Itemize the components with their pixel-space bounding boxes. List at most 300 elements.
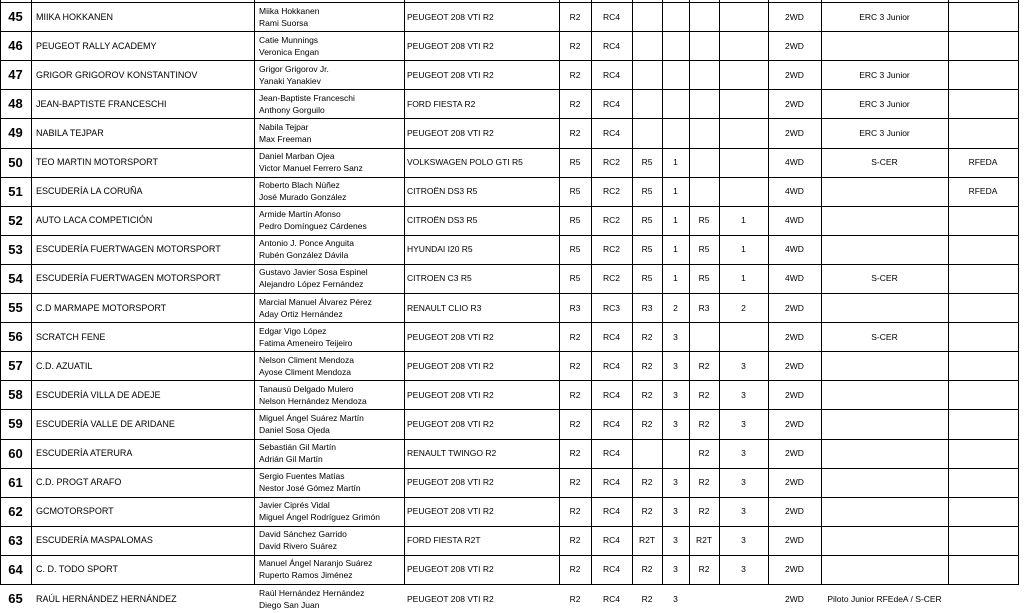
crew-names	[254, 148, 404, 177]
championship: ERC 3 Junior	[859, 98, 910, 109]
entrant-name: ESCUDERÍA FUERTWAGEN MOTORSPORT	[36, 244, 221, 255]
class-3: 3	[741, 389, 746, 400]
federation	[948, 2, 1018, 31]
car-model: PEUGEOT 208 VTI R2	[407, 506, 494, 517]
class-2: 1	[673, 215, 678, 226]
crew-names	[254, 177, 404, 206]
federation	[948, 206, 1018, 235]
driver-name: Tanausú Delgado Mulero	[259, 383, 354, 394]
drive-type: 4WD	[785, 215, 804, 226]
entry-number: 65	[8, 591, 23, 607]
group-3: R2	[698, 506, 710, 517]
entry-number: 55	[8, 300, 23, 316]
class-3: 1	[741, 244, 746, 255]
group-2: R2	[641, 389, 653, 400]
championship	[821, 206, 948, 235]
group-2: R2	[641, 331, 653, 342]
entrant-name: C.D. AZUATIL	[36, 360, 93, 371]
crew-names	[254, 409, 404, 438]
entry-number: 57	[8, 358, 23, 374]
fia-class: RC4	[602, 389, 620, 400]
championship	[821, 439, 948, 468]
fia-group: R2	[569, 331, 581, 342]
class-3	[719, 148, 768, 177]
class-2: 1	[673, 273, 678, 284]
codriver-name: Pedro Domínguez Cárdenes	[259, 221, 367, 232]
crew-names	[254, 264, 404, 293]
entrant-name: PEUGEOT RALLY ACADEMY	[36, 40, 157, 51]
drive-type: 2WD	[785, 302, 804, 313]
championship	[821, 497, 948, 526]
crew-names	[254, 468, 404, 497]
fia-group: R2	[569, 360, 581, 371]
fia-class: RC2	[602, 157, 620, 168]
class-3	[719, 31, 768, 60]
fia-group: R5	[569, 186, 581, 197]
fia-group: R2	[569, 448, 581, 459]
fia-group: R2	[569, 40, 581, 51]
entrant-name: C. D. TODO SPORT	[36, 564, 119, 575]
fia-class: RC4	[602, 98, 620, 109]
class-3: 3	[741, 448, 746, 459]
drive-type: 4WD	[785, 157, 804, 168]
group-2: R2	[641, 564, 653, 575]
driver-name: Grigor Grigorov Jr.	[259, 63, 329, 74]
crew-names	[254, 439, 404, 468]
class-2: 3	[673, 418, 678, 429]
driver-name: Nelson Climent Mendoza	[259, 354, 354, 365]
group-2	[632, 60, 662, 89]
driver-name: David Sánchez Garrido	[259, 529, 347, 540]
codriver-name: Ruperto Ramos Jiménez	[259, 570, 353, 581]
drive-type: 2WD	[785, 11, 804, 22]
fia-class: RC4	[602, 477, 620, 488]
table-row	[0, 555, 1024, 584]
drive-type: 4WD	[785, 273, 804, 284]
championship: ERC 3 Junior	[859, 127, 910, 138]
class-2: 3	[673, 389, 678, 400]
fia-group: R2	[569, 418, 581, 429]
car-model: PEUGEOT 208 VTI R2	[407, 69, 494, 80]
class-3: 2	[741, 302, 746, 313]
fia-group: R2	[569, 98, 581, 109]
entry-number: 51	[8, 183, 23, 199]
class-3: 3	[741, 360, 746, 371]
entry-number: 63	[8, 532, 23, 548]
car-model: PEUGEOT 208 VTI R2	[407, 40, 494, 51]
codriver-name: Nelson Hernández Mendoza	[259, 395, 367, 406]
table-row	[0, 2, 1024, 31]
group-2: R5	[641, 186, 653, 197]
class-3: 1	[741, 215, 746, 226]
fia-class: RC4	[602, 564, 620, 575]
table-row	[0, 380, 1024, 409]
driver-name: Miguel Ángel Suárez Martín	[259, 412, 364, 423]
championship	[821, 351, 948, 380]
fia-class: RC3	[602, 302, 620, 313]
group-2: R5	[641, 157, 653, 168]
car-model: PEUGEOT 208 VTI R2	[407, 331, 494, 342]
federation	[948, 555, 1018, 584]
federation	[948, 264, 1018, 293]
championship: Piloto Junior RFEdeA / S-CER	[827, 593, 942, 604]
entrant-name: ESCUDERÍA MASPALOMAS	[36, 535, 153, 546]
group-3	[689, 31, 719, 60]
car-model: PEUGEOT 208 VTI R2	[407, 477, 494, 488]
driver-name: Javier Ciprés Vidal	[259, 500, 330, 511]
table-row	[0, 89, 1024, 118]
group-2: R2	[641, 593, 653, 604]
table-row	[0, 206, 1024, 235]
driver-name: Marcial Manuel Álvarez Pérez	[259, 296, 372, 307]
drive-type: 2WD	[785, 331, 804, 342]
class-3	[719, 89, 768, 118]
entry-number: 47	[8, 67, 23, 83]
federation	[948, 89, 1018, 118]
class-2	[662, 439, 689, 468]
driver-name: Gustavo Javier Sosa Espinel	[259, 267, 368, 278]
drive-type: 2WD	[785, 127, 804, 138]
crew-names	[254, 380, 404, 409]
federation	[948, 60, 1018, 89]
entry-number: 48	[8, 96, 23, 112]
table-row	[0, 293, 1024, 322]
class-3: 3	[741, 564, 746, 575]
drive-type: 2WD	[785, 69, 804, 80]
championship: ERC 3 Junior	[859, 69, 910, 80]
car-model: CITROEN C3 R5	[407, 273, 472, 284]
drive-type: 2WD	[785, 360, 804, 371]
federation	[948, 439, 1018, 468]
class-3: 3	[741, 477, 746, 488]
fia-group: R2	[569, 127, 581, 138]
fia-class: RC2	[602, 244, 620, 255]
crew-names	[254, 526, 404, 555]
codriver-name: Ayose Climent Mendoza	[259, 366, 351, 377]
group-3: R2	[698, 477, 710, 488]
championship	[821, 468, 948, 497]
entry-number: 64	[8, 561, 23, 577]
car-model: RENAULT TWINGO R2	[407, 448, 497, 459]
drive-type: 2WD	[785, 389, 804, 400]
championship: ERC 3 Junior	[859, 11, 910, 22]
entry-number: 58	[8, 387, 23, 403]
class-3	[719, 60, 768, 89]
group-2	[632, 118, 662, 147]
class-2: 2	[673, 302, 678, 313]
class-3	[719, 322, 768, 351]
car-model: PEUGEOT 208 VTI R2	[407, 127, 494, 138]
class-2	[662, 31, 689, 60]
group-3	[689, 177, 719, 206]
table-row	[0, 60, 1024, 89]
table-row	[0, 526, 1024, 555]
car-model: PEUGEOT 208 VTI R2	[407, 564, 494, 575]
fia-class: RC4	[602, 69, 620, 80]
group-2: R2	[641, 477, 653, 488]
table-row	[0, 584, 1024, 613]
codriver-name: Nestor José Gómez Martín	[259, 483, 361, 494]
codriver-name: Fatima Ameneiro Teijeiro	[259, 337, 353, 348]
federation	[948, 293, 1018, 322]
fia-group: R2	[569, 535, 581, 546]
group-3: R5	[698, 215, 710, 226]
fia-group: R2	[569, 564, 581, 575]
entry-number: 53	[8, 241, 23, 257]
drive-type: 2WD	[785, 535, 804, 546]
codriver-name: Veronica Engan	[259, 46, 320, 57]
fia-class: RC2	[602, 273, 620, 284]
group-3	[689, 89, 719, 118]
championship	[821, 177, 948, 206]
class-2: 3	[673, 564, 678, 575]
group-3: R2	[698, 418, 710, 429]
entrant-name: AUTO LACA COMPETICIÓN	[36, 215, 153, 226]
codriver-name: Aday Ortiz Hernández	[259, 308, 343, 319]
group-3: R2	[698, 360, 710, 371]
class-2	[662, 2, 689, 31]
class-3: 1	[741, 273, 746, 284]
class-2: 3	[673, 360, 678, 371]
championship	[821, 380, 948, 409]
championship	[821, 31, 948, 60]
group-2: R2	[641, 506, 653, 517]
crew-names	[254, 89, 404, 118]
group-2: R5	[641, 244, 653, 255]
class-3: 3	[741, 506, 746, 517]
codriver-name: José Murado González	[259, 192, 347, 203]
federation	[948, 351, 1018, 380]
class-2: 3	[673, 593, 678, 604]
group-2	[632, 89, 662, 118]
championship: S-CER	[871, 157, 898, 168]
car-model: VOLKSWAGEN POLO GTI R5	[407, 157, 523, 168]
car-model: PEUGEOT 208 VTI R2	[407, 418, 494, 429]
car-model: PEUGEOT 208 VTI R2	[407, 11, 494, 22]
championship	[821, 293, 948, 322]
group-2: R3	[641, 302, 653, 313]
entry-number: 45	[8, 9, 23, 25]
group-3	[689, 60, 719, 89]
car-model: FORD FIESTA R2	[407, 98, 476, 109]
championship	[821, 555, 948, 584]
driver-name: Daniel Marban Ojea	[259, 151, 335, 162]
table-row	[0, 118, 1024, 147]
table-row	[0, 177, 1024, 206]
crew-names	[254, 322, 404, 351]
driver-name: Armide Martín Afonso	[259, 209, 341, 220]
fia-class: RC4	[602, 418, 620, 429]
drive-type: 2WD	[785, 506, 804, 517]
entrant-name: C.D MARMAPE MOTORSPORT	[36, 302, 167, 313]
entrant-name: ESCUDERÍA VILLA DE ADEJE	[36, 389, 161, 400]
federation	[948, 322, 1018, 351]
fia-class: RC4	[602, 535, 620, 546]
federation	[948, 235, 1018, 264]
federation	[948, 468, 1018, 497]
driver-name: Antonio J. Ponce Anguita	[259, 238, 354, 249]
entrant-name: GCMOTORSPORT	[36, 506, 114, 517]
drive-type: 2WD	[785, 448, 804, 459]
table-row	[0, 235, 1024, 264]
class-3	[719, 2, 768, 31]
crew-names	[254, 235, 404, 264]
fia-class: RC4	[602, 593, 620, 604]
codriver-name: Yanaki Yanakiev	[259, 75, 321, 86]
driver-name: Sebastián Gil Martín	[259, 442, 337, 453]
table-row	[0, 468, 1024, 497]
driver-name: Catie Munnings	[259, 34, 319, 45]
table-row	[0, 148, 1024, 177]
group-3	[689, 148, 719, 177]
car-model: PEUGEOT 208 VTI R2	[407, 593, 494, 604]
fia-class: RC4	[602, 448, 620, 459]
drive-type: 2WD	[785, 564, 804, 575]
codriver-name: Adrián Gil Martín	[259, 454, 323, 465]
federation	[948, 497, 1018, 526]
crew-names	[254, 206, 404, 235]
driver-name: Miika Hokkanen	[259, 5, 320, 16]
driver-name: Roberto Blach Núñez	[259, 180, 340, 191]
entrant-name: GRIGOR GRIGOROV KONSTANTINOV	[36, 69, 198, 80]
group-2: R2	[641, 418, 653, 429]
crew-names	[254, 555, 404, 584]
fia-group: R2	[569, 506, 581, 517]
codriver-name: David Rivero Suárez	[259, 541, 337, 552]
table-row	[0, 322, 1024, 351]
group-3: R2	[698, 389, 710, 400]
federation	[948, 118, 1018, 147]
car-model: FORD FIESTA R2T	[407, 535, 481, 546]
group-3: R2	[698, 564, 710, 575]
entrant-name: NABILA TEJPAR	[36, 127, 104, 138]
class-2: 1	[673, 186, 678, 197]
federation	[948, 526, 1018, 555]
class-2	[662, 118, 689, 147]
class-2: 1	[673, 244, 678, 255]
class-3	[719, 584, 768, 613]
group-3: R5	[698, 273, 710, 284]
entrant-name: RAÚL HERNÁNDEZ HERNÁNDEZ	[36, 593, 177, 604]
class-2: 3	[673, 506, 678, 517]
class-2: 1	[673, 157, 678, 168]
drive-type: 4WD	[785, 244, 804, 255]
group-2: R5	[641, 273, 653, 284]
fia-class: RC4	[602, 506, 620, 517]
fia-group: R3	[569, 302, 581, 313]
table-row	[0, 264, 1024, 293]
drive-type: 4WD	[785, 186, 804, 197]
fia-group: R5	[569, 215, 581, 226]
entrant-name: ESCUDERÍA FUERTWAGEN MOTORSPORT	[36, 273, 221, 284]
entrant-name: MIIKA HOKKANEN	[36, 11, 114, 22]
fia-class: RC2	[602, 215, 620, 226]
group-3: R2T	[695, 535, 713, 546]
fia-class: RC4	[602, 360, 620, 371]
driver-name: Sergio Fuentes Matías	[259, 471, 345, 482]
crew-names	[254, 31, 404, 60]
entry-number: 62	[8, 503, 23, 519]
federation	[948, 409, 1018, 438]
table-row	[0, 439, 1024, 468]
federation	[948, 380, 1018, 409]
fia-group: R5	[569, 157, 581, 168]
class-2	[662, 60, 689, 89]
fia-group: R2	[569, 477, 581, 488]
drive-type: 2WD	[785, 98, 804, 109]
entry-number: 50	[8, 154, 23, 170]
championship: S-CER	[871, 331, 898, 342]
entry-number: 59	[8, 416, 23, 432]
codriver-name: Anthony Gorguilo	[259, 104, 325, 115]
drive-type: 2WD	[785, 40, 804, 51]
fia-class: RC4	[602, 331, 620, 342]
codriver-name: Miguel Ángel Rodríguez Grimón	[259, 512, 380, 523]
fia-group: R5	[569, 273, 581, 284]
group-3	[689, 2, 719, 31]
class-3: 3	[741, 418, 746, 429]
entry-number: 52	[8, 212, 23, 228]
federation	[948, 584, 1018, 613]
group-3: R5	[698, 244, 710, 255]
car-model: PEUGEOT 208 VTI R2	[407, 389, 494, 400]
entry-number: 54	[8, 270, 23, 286]
group-2: R5	[641, 215, 653, 226]
codriver-name: Daniel Sosa Ojeda	[259, 424, 330, 435]
championship	[821, 409, 948, 438]
group-3: R2	[698, 448, 710, 459]
entrant-name: ESCUDERÍA VALLE DE ARIDANE	[36, 418, 175, 429]
codriver-name: Victor Manuel Ferrero Sanz	[259, 163, 363, 174]
driver-name: Nabila Tejpar	[259, 121, 309, 132]
codriver-name: Rubén González Dávila	[259, 250, 349, 261]
fia-class: RC4	[602, 11, 620, 22]
entry-number: 49	[8, 125, 23, 141]
car-model: CITROËN DS3 R5	[407, 186, 478, 197]
class-3	[719, 177, 768, 206]
driver-name: Jean-Baptiste Franceschi	[259, 92, 355, 103]
fia-group: R2	[569, 69, 581, 80]
fia-class: RC4	[602, 40, 620, 51]
crew-names	[254, 2, 404, 31]
crew-names	[254, 118, 404, 147]
group-3	[689, 118, 719, 147]
drive-type: 2WD	[785, 477, 804, 488]
fia-group: R2	[569, 593, 581, 604]
crew-names	[254, 60, 404, 89]
class-2: 3	[673, 477, 678, 488]
group-3	[689, 322, 719, 351]
entry-number: 56	[8, 329, 23, 345]
group-2	[632, 439, 662, 468]
entrant-name: SCRATCH FENE	[36, 331, 106, 342]
driver-name: Edgar Vigo López	[259, 325, 327, 336]
class-3: 3	[741, 535, 746, 546]
federation: RFEDA	[968, 186, 998, 197]
crew-names	[254, 584, 404, 613]
group-3	[689, 584, 719, 613]
fia-class: RC2	[602, 186, 620, 197]
car-model: RENAULT CLIO R3	[407, 302, 482, 313]
codriver-name: Max Freeman	[259, 133, 312, 144]
championship	[821, 235, 948, 264]
entry-number: 61	[8, 474, 23, 490]
class-2: 3	[673, 331, 678, 342]
group-2: R2T	[638, 535, 656, 546]
codriver-name: Diego San Juan	[259, 599, 320, 610]
car-model: CITROËN DS3 R5	[407, 215, 478, 226]
class-2: 3	[673, 535, 678, 546]
